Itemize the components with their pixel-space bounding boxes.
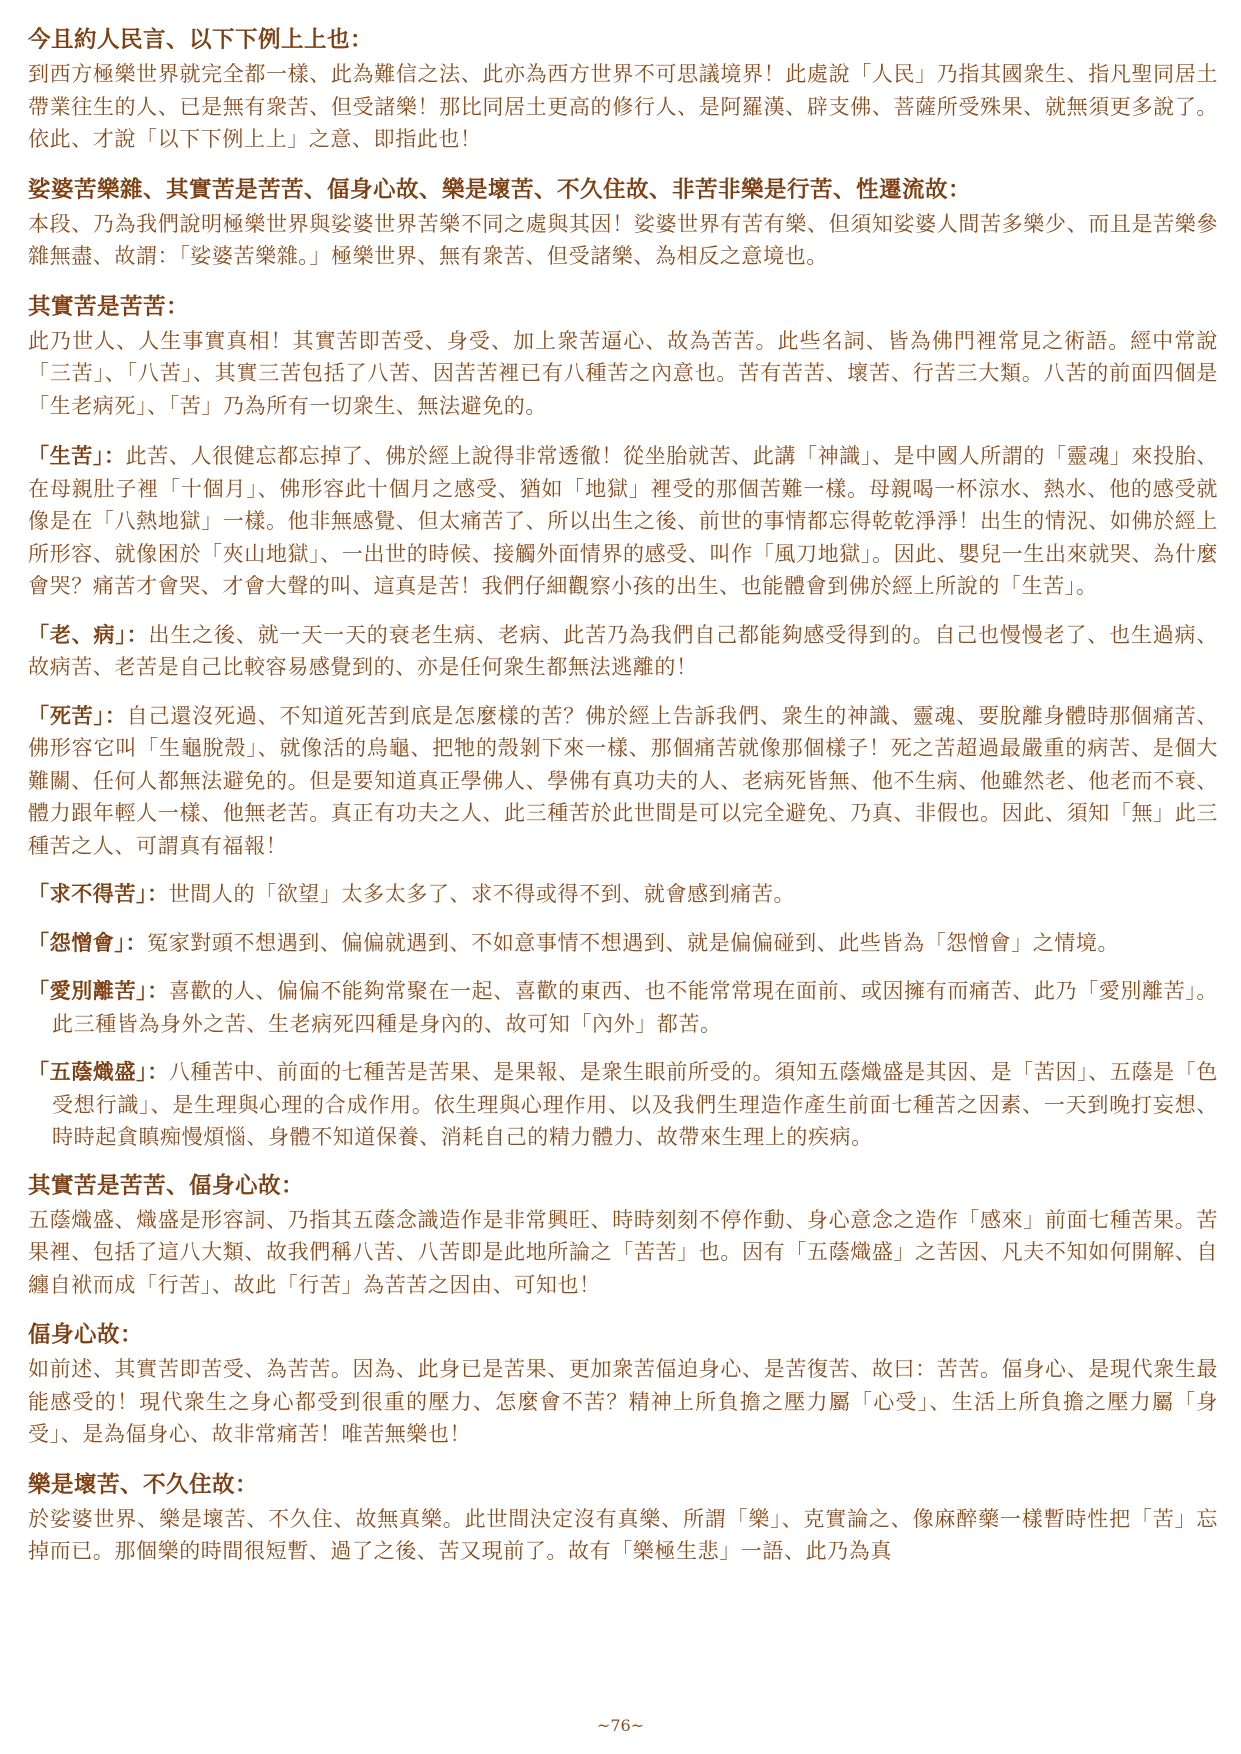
- term-text: 世間人的「欲望」太多太多了、求不得或得不到、就會感到痛苦。: [168, 882, 796, 906]
- section-6: [28, 1469, 1218, 1568]
- section-2: [28, 174, 1218, 273]
- term-label: 「愛別離苦」：: [28, 978, 169, 1003]
- term-label: 「五蔭熾盛」：: [28, 1059, 169, 1084]
- section-body: 五蔭熾盛、熾盛是形容詞、乃指其五蔭念識造作是非常興旺、時時刻刻不停作動、身心意念之造作「感來」前面七種苦果。苦果裡、包括了這八大類、故我們稱八苦、八苦即是此地所論之「苦苦」也。因有「五蔭熾盛」之苦因、凡夫不知如何開解、自纏自袱而成「行苦」、故此「行苦」為苦苦之因由、可知也！: [28, 1207, 1218, 1297]
- section-body: 到西方極樂世界就完全都一樣、此為難信之法、此亦為西方世界不可思議境界！此處說「人民」乃指其國衆生、指凡聖同居土帶業往生的人、已是無有衆苦、但受諸樂！那比同居土更高的修行人、是阿羅漢、辟支佛、菩薩所受殊果、就無須更多說了。依此、才說「以下下例上上」之意、即指此也！: [28, 62, 1218, 151]
- section-4: [28, 1170, 1218, 1302]
- section-heading: 今且約人民言、以下下例上上也：: [28, 27, 374, 53]
- term-label: 「死苦」：: [28, 702, 127, 728]
- term-text: 自己還沒死過、不知道死苦到底是怎麼樣的苦？佛於經上告訴我們、衆生的神識、靈魂、要脫離身體時那個痛苦、佛形容它叫「生龜脫殼」、就像活的烏龜、把牠的殼剝下來一樣、那個痛苦就像那個樣子！死之苦超過最嚴重的病苦、是個大難關、任何人都無法避免的。但是要知道真正學佛人、學佛有真功夫的人、老病死皆無、他不生病、他雖然老、他老而不衰、體力跟年輕人一樣、他無老苦。真正有功夫之人、此三種苦於此世間是可以完全避免、乃真、非假也。因此、須知「無」此三種苦之人、可謂真有福報！: [28, 703, 1219, 858]
- section-1: [28, 24, 1218, 156]
- term-label: 「老、病」：: [28, 621, 149, 647]
- term-five-aggregates: [28, 1056, 1218, 1154]
- section-body: 此乃世人、人生事實真相！其實苦即苦受、身受、加上衆苦逼心、故為苦苦。此些名詞、皆為佛門裡常見之術語。經中常說「三苦」、「八苦」、其實三苦包括了八苦、因苦苦裡已有八種苦之內意也。苦有苦苦、壞苦、行苦三大類。八苦的前面四個是「生老病死」、「苦」乃為所有一切衆生、無法避免的。: [28, 328, 1218, 418]
- document-page: [28, 24, 1218, 1586]
- term-birth-suffering: [28, 440, 1218, 603]
- term-label: 「怨憎會」：: [28, 929, 148, 955]
- term-unfulfilled-desire: [28, 878, 1218, 911]
- section-heading: 樂是壞苦、不久住故：: [28, 1471, 259, 1498]
- term-old-age-sickness: [28, 619, 1218, 684]
- section-3: [28, 291, 1218, 423]
- term-label: 「生苦」：: [28, 443, 126, 468]
- term-label: 「求不得苦」：: [28, 881, 169, 906]
- section-heading: 娑婆苦樂雜、其實苦是苦苦、偪身心故、樂是壞苦、不久住故、非苦非樂是行苦、性遷流故：: [28, 176, 972, 203]
- section-heading: 其實苦是苦苦：: [28, 293, 190, 320]
- term-meeting-the-hated: [28, 927, 1218, 960]
- term-text: 出生之後、就一天一天的衰老生病、老病、此苦乃為我們自己都能夠感受得到的。自己也慢慢老了、也生過病、故病苦、老苦是自己比較容易感覺到的、亦是任何衆生都無法逃離的！: [28, 622, 1218, 679]
- term-text: 喜歡的人、偏偏不能夠常聚在一起、喜歡的東西、也不能常常現在面前、或因擁有而痛苦、此乃「愛別離苦」。此三種皆為身外之苦、生老病死四種是身內的、故可知「內外」都苦。: [52, 979, 1218, 1036]
- section-5: [28, 1319, 1218, 1451]
- term-text: 此苦、人很健忘都忘掉了、佛於經上說得非常透徹！從坐胎就苦、此講「神識」、是中國人所謂的「靈魂」來投胎、在母親肚子裡「十個月」、佛形容此十個月之感受、猶如「地獄」裡受的那個苦難一樣。母親喝一杯涼水、熱水、他的感受就像是在「八熱地獄」一樣。他非無感覺、但太痛苦了、所以出生之後、前世的事情都忘得乾乾淨淨！出生的情況、如佛於經上所形容、就像困於「夾山地獄」、一出世的時候、接觸外面情界的感受、叫作「風刀地獄」。因此、嬰兒一生出來就哭、為什麼會哭？痛苦才會哭、才會大聲的叫、這真是苦！我們仔細觀察小孩的出生、也能體會到佛於經上所說的「生苦」。: [28, 444, 1218, 598]
- section-body: 本段、乃為我們說明極樂世界與娑婆世界苦樂不同之處與其因！娑婆世界有苦有樂、但須知娑婆人間苦多樂少、而且是苦樂參雜無盡、故謂：「娑婆苦樂雜。」極樂世界、無有衆苦、但受諸樂、為相反之意境也。: [28, 211, 1218, 268]
- term-text: 冤家對頭不想遇到、偏偏就遇到、不如意事情不想遇到、就是偏偏碰到、此些皆為「怨憎會」之情境。: [147, 930, 1120, 955]
- page-number: ~76~: [596, 1716, 645, 1735]
- term-text: 八種苦中、前面的七種苦是苦果、是果報、是衆生眼前所受的。須知五蔭熾盛是其因、是「苦因」、五蔭是「色受想行識」、是生理與心理的合成作用。依生理與心理作用、以及我們生理造作產生前面七種苦之因素、一天到晚打妄想、時時起貪瞋痴慢煩惱、身體不知道保養、消耗自己的精力體力、故帶來生理上的疾病。: [52, 1060, 1218, 1149]
- section-heading: 偪身心故：: [28, 1322, 144, 1348]
- section-body: 於娑婆世界、樂是壞苦、不久住、故無真樂。此世間決定沒有真樂、所謂「樂」、克實論之、像麻醉藥一樣暫時性把「苦」忘掉而已。那個樂的時間很短暫、過了之後、苦又現前了。故有「樂極生悲」一語、此乃為真: [28, 1506, 1218, 1563]
- term-parting-from-loved: [28, 975, 1218, 1040]
- section-heading: 其實苦是苦苦、偪身心故：: [28, 1172, 305, 1199]
- term-death-suffering: [28, 700, 1218, 863]
- section-body: 如前述、其實苦即苦受、為苦苦。因為、此身已是苦果、更加衆苦偪迫身心、是苦復苦、故曰：苦苦。偪身心、是現代衆生最能感受的！現代衆生之身心都受到很重的壓力、怎麼會不苦？精神上所負擔之壓力屬「心受」、生活上所負擔之壓力屬「身受」、是為偪身心、故非常痛苦！唯苦無樂也！: [28, 1357, 1218, 1446]
